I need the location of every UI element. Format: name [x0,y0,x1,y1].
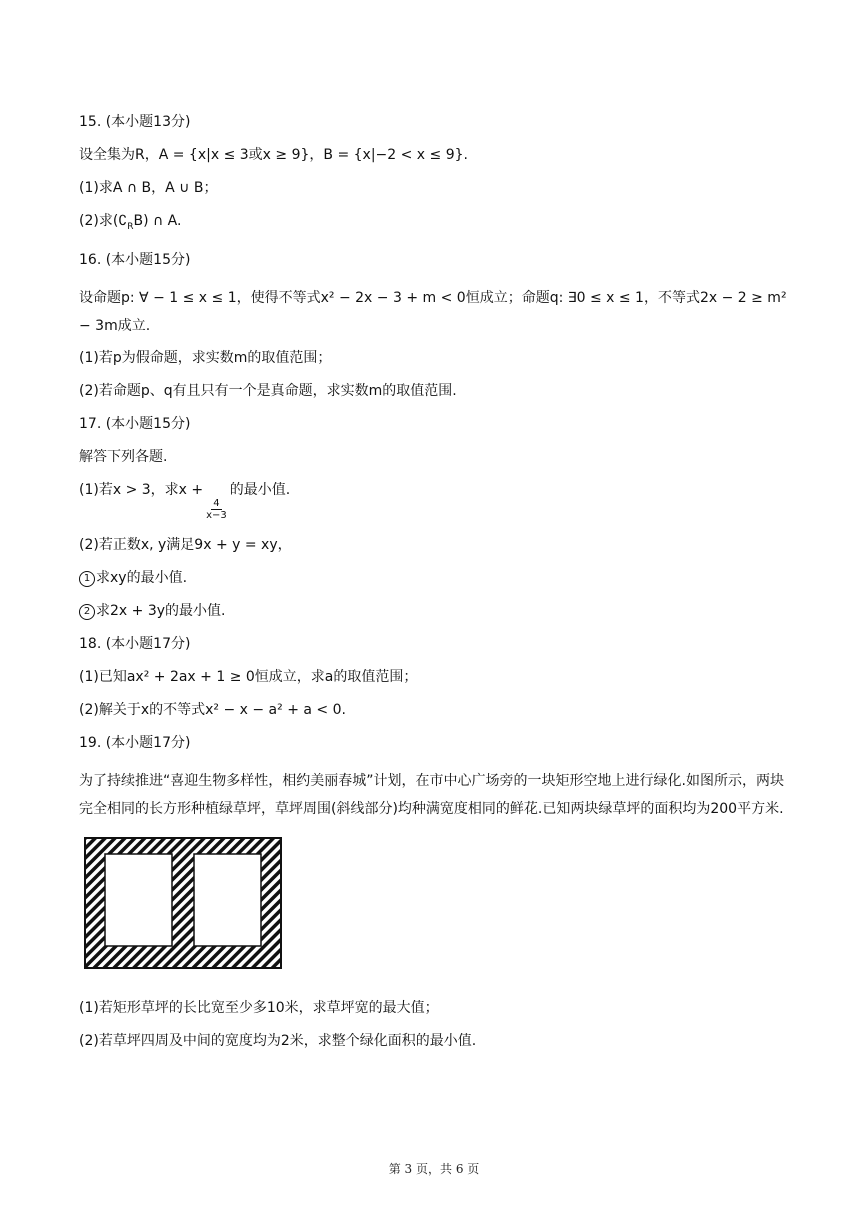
q17-subpart2-text: 求2x + 3y的最小值. [96,602,226,619]
q15-part2-subscript: R [127,221,134,232]
q17-subpart2 [79,601,791,621]
q17-part2: (2)若正数x, y满足9x + y = xy， [79,536,292,553]
q16-title: 16. (本小题15分) [79,251,191,268]
circled-number-1: 1 [79,571,95,587]
q16-part2: (2)若命题p、q有且只有一个是真命题，求实数m的取值范围. [79,382,457,399]
q17-subpart1-text: 求xy的最小值. [96,569,188,586]
page-footer: 第 3 页，共 6 页 [388,1162,480,1176]
q15-part2-text: (2)求(∁ [79,213,128,229]
q17-stem: 解答下列各题. [79,448,168,465]
q17-part1-pre: (1)若x > 3，求x + [79,481,204,498]
q18-part1: (1)已知ax² + 2ax + 1 ≥ 0恒成立，求a的取值范围； [79,668,418,685]
circled-number-2: 2 [79,604,95,620]
q18-title: 18. (本小题17分) [79,635,191,652]
q15-title: 15. (本小题13分) [79,114,191,130]
q15-part1: (1)求A ∩ B，A ∪ B； [79,180,218,196]
lawn-diagram-svg [84,837,284,972]
q16-stem: 设命题p: ∀ − 1 ≤ x ≤ 1，使得不等式x² − 2x − 3 + m < 0恒成立；命题q: ∃0 ≤ x ≤ 1，不等式2x − 2 ≥ m² − 3m成立. [79,289,787,334]
fraction-denominator: x−3 [206,509,227,521]
fraction-numerator: 4 [213,497,220,509]
q15-stem: 设全集为R，A = {x|x ≤ 3或x ≥ 9}，B = {x|−2 < x ≤ 9}. [79,147,468,163]
q16-part1: (1)若p为假命题，求实数m的取值范围； [79,349,332,366]
q17-subpart1 [79,568,791,588]
q18-part2: (2)解关于x的不等式x² − x − a² + a < 0. [79,701,346,718]
q17-fraction [204,498,229,521]
q17-title: 17. (本小题15分) [79,415,191,432]
q19-stem: 为了持续推进“喜迎生物多样性，相约美丽春城”计划，在市中心广场旁的一块矩形空地上进行绿化.如图所示，两块完全相同的长方形种植绿草坪，草坪周围(斜线部分)均种满宽度相同的鲜花.已知两块绿草坪的面积均为200平方米. [79,772,784,817]
lawn-diagram [84,837,791,978]
lawn-right [194,854,261,946]
page-content [79,112,791,1064]
q17-part1-post: 的最小值. [229,481,291,498]
q17-part1 [79,480,791,521]
q15-part2-end: B) ∩ A. [133,213,182,229]
q15-part2 [79,211,791,237]
q19-title: 19. (本小题17分) [79,734,191,751]
q19-part2: (2)若草坪四周及中间的宽度均为2米，求整个绿化面积的最小值. [79,1032,477,1049]
q19-part1: (1)若矩形草坪的长比宽至少多10米，求草坪宽的最大值； [79,999,439,1016]
lawn-left [105,854,172,946]
